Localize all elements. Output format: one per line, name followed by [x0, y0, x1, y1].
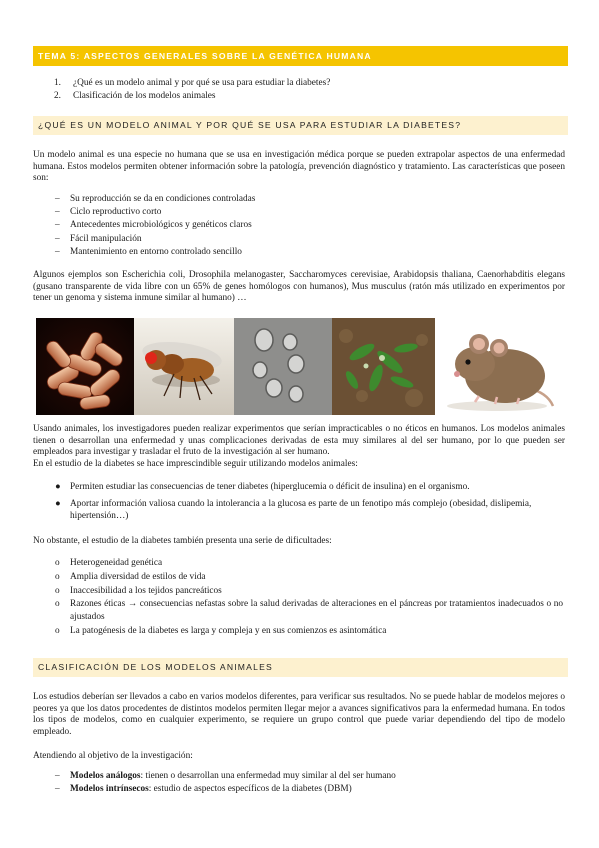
uses-list [33, 481, 563, 523]
list-item: – Fácil manipulación [55, 233, 142, 244]
characteristics-list [33, 193, 563, 259]
list-item: – Antecedentes microbiológicos y genéticos claros [55, 220, 252, 231]
animals-paragraph: Usando animales, los investigadores pueden realizar experimentos que serían impracticables o no éticos en humanos. Los modelos animales tienen o desarrollan una enfermedad y unas complicaciones derivadas de esta muy similares al del ser humano, por lo que pueden ser empleados para investigar y trasladar el fruto de la investigación al ser humano. [33, 424, 565, 457]
section-heading-2: CLASIFICACIÓN DE LOS MODELOS ANIMALES [33, 658, 568, 677]
model-organisms-image-strip [36, 318, 561, 415]
ecoli-image [36, 318, 134, 415]
list-item: o Razones éticas → consecuencias nefastas sobre la salud derivadas de alteraciones en el páncreas por tratamientos inadecuados o no ajustados [55, 599, 563, 623]
list-item: o Heterogeneidad genética [55, 558, 163, 568]
list-item: – Modelos análogos: tienen o desarrollan una enfermedad muy similar al del ser humano [55, 771, 396, 781]
toc-item: 2. Clasificación de los modelos animales [54, 90, 216, 101]
section-heading-1: ¿QUÉ ES UN MODELO ANIMAL Y POR QUÉ SE USA PARA ESTUDIAR LA DIABETES? [33, 116, 568, 135]
diabetes-line: En el estudio de la diabetes se hace imprescindible seguir utilizando modelos animales: [33, 459, 358, 469]
difficulties-intro: No obstante, el estudio de la diabetes también presenta una serie de dificultades: [33, 536, 332, 546]
list-item: – Mantenimiento en entorno controlado sencillo [55, 246, 242, 257]
toc-item: 1. ¿Qué es un modelo animal y por qué se usa para estudiar la diabetes? [54, 78, 331, 88]
models-list [33, 770, 563, 796]
list-item: o La patogénesis de la diabetes es larga y compleja y en sus comienzos es asintomática [55, 625, 387, 636]
table-of-contents [33, 77, 330, 102]
list-item: o Amplia diversidad de estilos de vida [55, 571, 206, 582]
yeast-image [234, 318, 332, 415]
list-item: – Modelos intrínsecos: estudio de aspectos específicos de la diabetes (DBM) [55, 784, 352, 795]
intro-paragraph: Un modelo animal es una especie no humana que se usa en investigación médica porque se pueden extrapolar aspectos de una enfermedad humana. Estos modelos permiten obtener información sobre la patología, prevención diagnóstico y tratamiento. Las características que poseen son: [33, 150, 565, 183]
arabidopsis-image [332, 318, 435, 415]
list-item: – Ciclo reproductivo corto [55, 207, 162, 218]
list-item: ● Aportar información valiosa cuando la intolerancia a la glucosa es parte de un fenotipo más complejo (obesidad, dislipemia, hipertensión…) [55, 498, 532, 521]
list-item: ● Permiten estudiar las consecuencias de tener diabetes (hiperglucemia o déficit de insulina) en el organismo. [55, 482, 470, 492]
chapter-title: TEMA 5: ASPECTOS GENERALES SOBRE LA GENÉTICA HUMANA [33, 46, 568, 66]
list-item: – Su reproducción se da en condiciones controladas [55, 194, 256, 204]
classification-paragraph: Los estudios deberían ser llevados a cabo en varios modelos diferentes, para verificar sus resultados. No se puede hablar de modelos mejores o peores ya que los datos procedentes de distintos modelos permiten llegar mejor a avances significativos para la enfermedad humana. En todos los tipos de modelos, como en cualquier experimento, se requiere un grupo control que puede variar dependiendo del tipo de modelo empleado. [33, 692, 565, 737]
difficulties-list [33, 557, 563, 638]
mouse-image [435, 318, 561, 415]
examples-paragraph: Algunos ejemplos son Escherichia coli, Drosophila melanogaster, Saccharomyces cerevisiae, Arabidopsis thaliana, Caenorhabditis elegans (gusano transparente de vida libre con un 65% de genes homólogos con humanos), Mus musculus (ratón más utilizado en experimentos por tener un genoma y sistema inmune similar al humano) … [33, 270, 565, 303]
list-item: o Inaccesibilidad a los tejidos pancreáticos [55, 585, 222, 596]
objective-line: Atendiendo al objetivo de la investigación: [33, 751, 193, 761]
drosophila-image [134, 318, 234, 415]
